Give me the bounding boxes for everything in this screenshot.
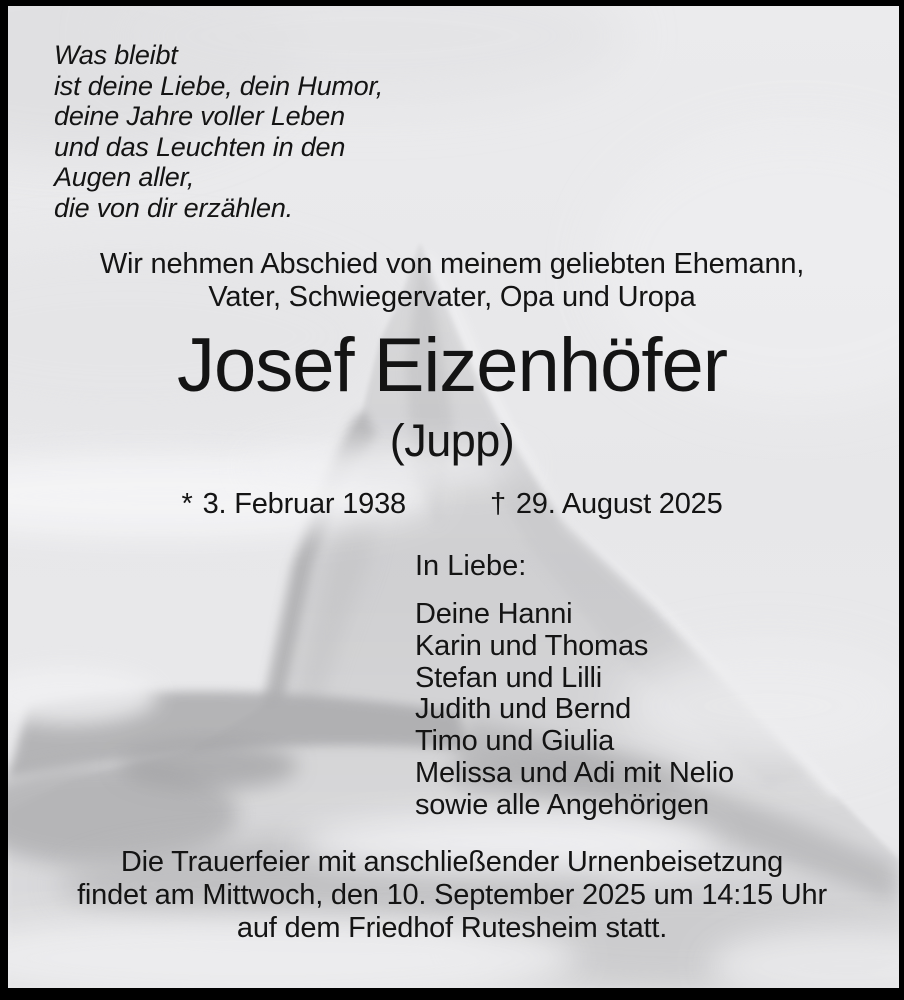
death-date xyxy=(490,488,723,521)
memorial-poem xyxy=(54,40,383,223)
birth-star-symbol: * xyxy=(181,488,193,520)
poem-line: ist deine Liebe, dein Humor, xyxy=(54,70,384,101)
mourner-line: Melissa und Adi mit Nelio xyxy=(415,756,734,789)
farewell-intro xyxy=(0,248,904,314)
poem-line: Was bleibt xyxy=(54,40,178,70)
birth-date xyxy=(181,488,405,521)
mourner-line: sowie alle Angehörigen xyxy=(415,788,709,821)
mourners-list xyxy=(415,599,734,822)
poem-line: und das Leuchten in den xyxy=(54,131,346,162)
mourner-line: Judith und Bernd xyxy=(415,693,632,726)
poem-line: Augen aller, xyxy=(54,162,195,192)
intro-line: Vater, Schwiegervater, Opa und Uropa xyxy=(208,281,696,313)
funeral-line: findet am Mittwoch, den 10. September 2025 um 14:15 Uhr xyxy=(77,879,827,911)
deceased-nickname: (Jupp) xyxy=(389,415,515,466)
funeral-line: Die Trauerfeier mit anschließender Urnenbeisetzung xyxy=(120,846,784,878)
funeral-line: auf dem Friedhof Rutesheim statt. xyxy=(236,912,668,944)
intro-line: Wir nehmen Abschied von meinem geliebten Ehemann, xyxy=(99,248,805,280)
birth-date-text: 3. Februar 1938 xyxy=(202,488,406,520)
mourner-line: Stefan und Lilli xyxy=(415,661,603,694)
mourner-line: Karin und Thomas xyxy=(415,629,649,662)
death-cross-symbol: † xyxy=(489,488,506,520)
poem-line: die von dir erzählen. xyxy=(54,192,293,223)
deceased-name: Josef Eizenhöfer xyxy=(176,323,728,408)
mourner-line: Timo und Giulia xyxy=(415,725,615,758)
life-dates xyxy=(0,488,904,521)
death-date-text: 29. August 2025 xyxy=(515,488,723,520)
mourner-line: Deine Hanni xyxy=(415,598,573,630)
funeral-details xyxy=(0,846,904,945)
salutation: In Liebe: xyxy=(415,550,527,582)
poem-line: deine Jahre voller Leben xyxy=(54,101,345,131)
